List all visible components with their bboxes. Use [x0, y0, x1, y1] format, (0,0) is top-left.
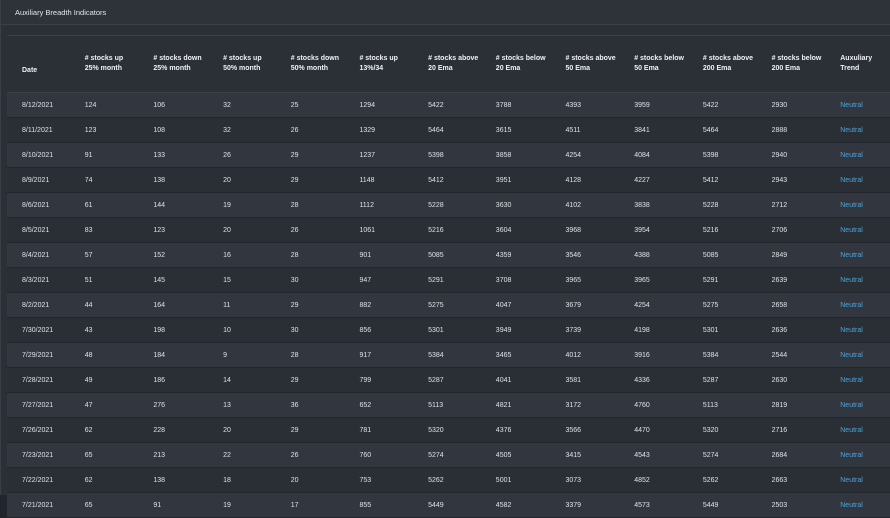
- value-cell: 2712: [763, 193, 832, 218]
- value-cell: 5287: [419, 368, 487, 393]
- value-cell: 32: [214, 118, 282, 143]
- table-row[interactable]: [7, 443, 890, 468]
- table-row[interactable]: [7, 143, 890, 168]
- value-cell: 2716: [763, 418, 832, 443]
- value-cell: 138: [144, 168, 214, 193]
- column-header[interactable]: [144, 36, 214, 93]
- date-cell: 7/27/2021: [7, 393, 76, 418]
- value-cell: 5384: [694, 343, 763, 368]
- value-cell: 1112: [350, 193, 419, 218]
- value-cell: 5113: [694, 393, 763, 418]
- value-cell: 28: [282, 343, 351, 368]
- value-cell: 5449: [419, 493, 487, 518]
- column-header-label: # stocks above: [428, 55, 479, 62]
- header-row: [7, 36, 890, 93]
- date-cell: 7/23/2021: [7, 443, 76, 468]
- column-header[interactable]: [214, 36, 282, 93]
- value-cell: 57: [76, 243, 145, 268]
- table-row[interactable]: [7, 343, 890, 368]
- value-cell: 3954: [625, 218, 694, 243]
- trend-cell: Neutral: [831, 218, 890, 243]
- trend-cell: Neutral: [831, 268, 890, 293]
- column-header[interactable]: [831, 36, 890, 93]
- value-cell: 144: [144, 193, 214, 218]
- value-cell: 152: [144, 243, 214, 268]
- value-cell: 20: [214, 168, 282, 193]
- value-cell: 65: [76, 443, 145, 468]
- value-cell: 856: [350, 318, 419, 343]
- value-cell: 62: [76, 468, 145, 493]
- value-cell: 4336: [625, 368, 694, 393]
- value-cell: 30: [282, 268, 351, 293]
- value-cell: 3968: [557, 218, 626, 243]
- value-cell: 133: [144, 143, 214, 168]
- value-cell: 3546: [557, 243, 626, 268]
- value-cell: 4128: [557, 168, 626, 193]
- panel-header: [1, 0, 890, 25]
- date-cell: 8/6/2021: [7, 193, 76, 218]
- value-cell: 5384: [419, 343, 487, 368]
- value-cell: 3739: [557, 318, 626, 343]
- value-cell: 108: [144, 118, 214, 143]
- date-cell: 8/2/2021: [7, 293, 76, 318]
- value-cell: 3841: [625, 118, 694, 143]
- value-cell: 145: [144, 268, 214, 293]
- table-row[interactable]: [7, 168, 890, 193]
- value-cell: 30: [282, 318, 351, 343]
- value-cell: 2663: [763, 468, 832, 493]
- date-cell: 8/10/2021: [7, 143, 76, 168]
- trend-cell: Neutral: [831, 393, 890, 418]
- value-cell: 2658: [763, 293, 832, 318]
- value-cell: 4359: [487, 243, 557, 268]
- value-cell: 123: [76, 118, 145, 143]
- column-header-label: # stocks down: [290, 55, 339, 62]
- value-cell: 3604: [487, 218, 557, 243]
- date-cell: 8/3/2021: [7, 268, 76, 293]
- value-cell: 3951: [487, 168, 557, 193]
- value-cell: 2940: [763, 143, 832, 168]
- column-header[interactable]: [694, 36, 763, 93]
- value-cell: 855: [350, 493, 419, 518]
- value-cell: 5228: [694, 193, 763, 218]
- value-cell: 44: [76, 293, 145, 318]
- column-header[interactable]: [282, 36, 351, 93]
- value-cell: 36: [282, 393, 351, 418]
- column-header-label: # stocks up: [223, 55, 262, 62]
- column-header-label: # stocks up: [359, 55, 398, 62]
- value-cell: 753: [350, 468, 419, 493]
- value-cell: 26: [282, 218, 351, 243]
- value-cell: 5449: [694, 493, 763, 518]
- value-cell: 3073: [557, 468, 626, 493]
- table-row[interactable]: [7, 268, 890, 293]
- table-row[interactable]: [7, 418, 890, 443]
- table-row[interactable]: [7, 493, 890, 518]
- column-header-label: 25% month: [153, 65, 191, 72]
- value-cell: 3708: [487, 268, 557, 293]
- value-cell: 186: [144, 368, 214, 393]
- date-cell: 8/5/2021: [7, 218, 76, 243]
- trend-cell: Neutral: [831, 493, 890, 518]
- date-cell: 8/11/2021: [7, 118, 76, 143]
- value-cell: 4102: [557, 193, 626, 218]
- value-cell: 3788: [487, 93, 557, 118]
- value-cell: 4084: [625, 143, 694, 168]
- value-cell: 2943: [763, 168, 832, 193]
- date-cell: 7/22/2021: [7, 468, 76, 493]
- value-cell: 5287: [694, 368, 763, 393]
- date-cell: 8/9/2021: [7, 168, 76, 193]
- date-cell: 7/28/2021: [7, 368, 76, 393]
- value-cell: 5320: [694, 418, 763, 443]
- value-cell: 4470: [625, 418, 694, 443]
- value-cell: 18: [214, 468, 282, 493]
- column-header[interactable]: [625, 36, 694, 93]
- column-header[interactable]: [557, 36, 626, 93]
- value-cell: 4198: [625, 318, 694, 343]
- column-header-label: Auxuliary: [840, 55, 873, 62]
- value-cell: 5398: [419, 143, 487, 168]
- column-header-label: 13%/34: [359, 65, 384, 72]
- trend-cell: Neutral: [831, 318, 890, 343]
- value-cell: 5398: [694, 143, 763, 168]
- value-cell: 198: [144, 318, 214, 343]
- value-cell: 28: [282, 243, 351, 268]
- value-cell: 4852: [625, 468, 694, 493]
- value-cell: 5422: [694, 93, 763, 118]
- value-cell: 5001: [487, 468, 557, 493]
- value-cell: 5301: [419, 318, 487, 343]
- value-cell: 3379: [557, 493, 626, 518]
- value-cell: 65: [76, 493, 145, 518]
- value-cell: 4227: [625, 168, 694, 193]
- value-cell: 74: [76, 168, 145, 193]
- value-cell: 11: [214, 293, 282, 318]
- date-cell: 8/12/2021: [7, 93, 76, 118]
- column-header[interactable]: [76, 36, 145, 93]
- value-cell: 5291: [419, 268, 487, 293]
- value-cell: 4573: [625, 493, 694, 518]
- value-cell: 3965: [625, 268, 694, 293]
- value-cell: 5216: [694, 218, 763, 243]
- value-cell: 16: [214, 243, 282, 268]
- table-body: [7, 93, 890, 518]
- value-cell: 3916: [625, 343, 694, 368]
- value-cell: 5262: [694, 468, 763, 493]
- value-cell: 4393: [557, 93, 626, 118]
- value-cell: 32: [214, 93, 282, 118]
- value-cell: 2930: [763, 93, 832, 118]
- value-cell: 3172: [557, 393, 626, 418]
- value-cell: 28: [282, 193, 351, 218]
- value-cell: 43: [76, 318, 145, 343]
- value-cell: 652: [350, 393, 419, 418]
- breadth-table: [7, 35, 890, 518]
- column-header-label: Date: [22, 67, 38, 74]
- value-cell: 3566: [557, 418, 626, 443]
- trend-cell: Neutral: [831, 343, 890, 368]
- value-cell: 22: [214, 443, 282, 468]
- column-header-label: 25% month: [84, 65, 123, 72]
- value-cell: 1237: [350, 143, 419, 168]
- value-cell: 124: [76, 93, 145, 118]
- value-cell: 3581: [557, 368, 626, 393]
- value-cell: 5464: [694, 118, 763, 143]
- value-cell: 882: [350, 293, 419, 318]
- trend-cell: Neutral: [831, 143, 890, 168]
- table-row[interactable]: [7, 468, 890, 493]
- column-header-label: # stocks down: [153, 55, 202, 62]
- value-cell: 2544: [763, 343, 832, 368]
- value-cell: 5274: [419, 443, 487, 468]
- trend-cell: Neutral: [831, 418, 890, 443]
- value-cell: 1294: [350, 93, 419, 118]
- value-cell: 2639: [763, 268, 832, 293]
- value-cell: 4388: [625, 243, 694, 268]
- value-cell: 5085: [694, 243, 763, 268]
- value-cell: 5274: [694, 443, 763, 468]
- value-cell: 5262: [419, 468, 487, 493]
- value-cell: 29: [282, 143, 351, 168]
- value-cell: 3838: [625, 193, 694, 218]
- column-header-label: 200 Ema: [702, 65, 732, 72]
- value-cell: 4543: [625, 443, 694, 468]
- table-header: [7, 36, 890, 93]
- value-cell: 5412: [419, 168, 487, 193]
- value-cell: 83: [76, 218, 145, 243]
- value-cell: 4821: [487, 393, 557, 418]
- trend-cell: Neutral: [831, 443, 890, 468]
- value-cell: 799: [350, 368, 419, 393]
- trend-cell: Neutral: [831, 293, 890, 318]
- column-header-label: 200 Ema: [771, 65, 800, 72]
- trend-cell: Neutral: [831, 368, 890, 393]
- value-cell: 3679: [557, 293, 626, 318]
- value-cell: 51: [76, 268, 145, 293]
- value-cell: 4041: [487, 368, 557, 393]
- value-cell: 29: [282, 368, 351, 393]
- value-cell: 5320: [419, 418, 487, 443]
- value-cell: 10: [214, 318, 282, 343]
- value-cell: 106: [144, 93, 214, 118]
- trend-cell: Neutral: [831, 468, 890, 493]
- value-cell: 1061: [350, 218, 419, 243]
- column-header-label: 20 Ema: [428, 65, 453, 72]
- value-cell: 5422: [419, 93, 487, 118]
- value-cell: 2849: [763, 243, 832, 268]
- value-cell: 26: [282, 118, 351, 143]
- date-cell: 7/21/2021: [7, 493, 76, 518]
- value-cell: 781: [350, 418, 419, 443]
- value-cell: 4254: [557, 143, 626, 168]
- value-cell: 13: [214, 393, 282, 418]
- value-cell: 29: [282, 168, 351, 193]
- value-cell: 20: [282, 468, 351, 493]
- column-header-label: 50 Ema: [565, 65, 591, 72]
- value-cell: 5412: [694, 168, 763, 193]
- table-row[interactable]: [7, 243, 890, 268]
- value-cell: 901: [350, 243, 419, 268]
- value-cell: 19: [214, 493, 282, 518]
- column-header[interactable]: [763, 36, 832, 93]
- value-cell: 3959: [625, 93, 694, 118]
- column-header[interactable]: [350, 36, 419, 93]
- table-row[interactable]: [7, 293, 890, 318]
- column-header-label: # stocks below: [495, 55, 546, 62]
- value-cell: 5464: [419, 118, 487, 143]
- value-cell: 5275: [694, 293, 763, 318]
- value-cell: 3415: [557, 443, 626, 468]
- value-cell: 4254: [625, 293, 694, 318]
- column-header[interactable]: [487, 36, 557, 93]
- value-cell: 19: [214, 193, 282, 218]
- value-cell: 61: [76, 193, 145, 218]
- column-header-label: 20 Ema: [495, 65, 521, 72]
- table-row[interactable]: [7, 393, 890, 418]
- trend-cell: Neutral: [831, 243, 890, 268]
- value-cell: 2630: [763, 368, 832, 393]
- column-header[interactable]: [419, 36, 487, 93]
- value-cell: 2684: [763, 443, 832, 468]
- column-header-label: 50 Ema: [634, 65, 659, 72]
- column-header-label: # stocks above: [565, 55, 616, 62]
- value-cell: 3949: [487, 318, 557, 343]
- column-header-label: 50% month: [290, 65, 329, 72]
- value-cell: 3965: [557, 268, 626, 293]
- column-header-label: # stocks below: [634, 55, 684, 62]
- value-cell: 2636: [763, 318, 832, 343]
- value-cell: 4511: [557, 118, 626, 143]
- value-cell: 3615: [487, 118, 557, 143]
- column-header-label: # stocks above: [702, 55, 754, 62]
- panel-title: Auxiliary Breadth Indicators: [15, 7, 107, 17]
- value-cell: 26: [214, 143, 282, 168]
- value-cell: 20: [214, 418, 282, 443]
- table-row[interactable]: [7, 318, 890, 343]
- value-cell: 917: [350, 343, 419, 368]
- trend-cell: Neutral: [831, 93, 890, 118]
- value-cell: 47: [76, 393, 145, 418]
- value-cell: 760: [350, 443, 419, 468]
- value-cell: 138: [144, 468, 214, 493]
- value-cell: 2819: [763, 393, 832, 418]
- date-cell: 8/4/2021: [7, 243, 76, 268]
- value-cell: 228: [144, 418, 214, 443]
- value-cell: 29: [282, 418, 351, 443]
- value-cell: 4760: [625, 393, 694, 418]
- value-cell: 5301: [694, 318, 763, 343]
- column-header-label: Trend: [840, 65, 860, 72]
- table-row[interactable]: [7, 93, 890, 118]
- table-row[interactable]: [7, 118, 890, 143]
- column-header-label: # stocks below: [771, 55, 822, 62]
- value-cell: 20: [214, 218, 282, 243]
- value-cell: 4582: [487, 493, 557, 518]
- value-cell: 49: [76, 368, 145, 393]
- value-cell: 91: [144, 493, 214, 518]
- value-cell: 5275: [419, 293, 487, 318]
- trend-cell: Neutral: [831, 118, 890, 143]
- value-cell: 14: [214, 368, 282, 393]
- value-cell: 5113: [419, 393, 487, 418]
- date-cell: 7/29/2021: [7, 343, 76, 368]
- value-cell: 5228: [419, 193, 487, 218]
- value-cell: 4012: [557, 343, 626, 368]
- value-cell: 4376: [487, 418, 557, 443]
- trend-cell: Neutral: [831, 193, 890, 218]
- table-row[interactable]: [7, 193, 890, 218]
- value-cell: 25: [282, 93, 351, 118]
- value-cell: 1329: [350, 118, 419, 143]
- value-cell: 15: [214, 268, 282, 293]
- date-cell: 7/26/2021: [7, 418, 76, 443]
- value-cell: 123: [144, 218, 214, 243]
- column-header-label: # stocks up: [84, 55, 124, 62]
- trend-cell: Neutral: [831, 168, 890, 193]
- value-cell: 2503: [763, 493, 832, 518]
- value-cell: 17: [282, 493, 351, 518]
- value-cell: 48: [76, 343, 145, 368]
- value-cell: 276: [144, 393, 214, 418]
- date-cell: 7/30/2021: [7, 318, 76, 343]
- table-row[interactable]: [7, 368, 890, 393]
- column-header[interactable]: [7, 36, 76, 93]
- column-header-label: 50% month: [223, 65, 261, 72]
- value-cell: 9: [214, 343, 282, 368]
- value-cell: 3858: [487, 143, 557, 168]
- value-cell: 29: [282, 293, 351, 318]
- value-cell: 3465: [487, 343, 557, 368]
- value-cell: 164: [144, 293, 214, 318]
- value-cell: 3630: [487, 193, 557, 218]
- value-cell: 5216: [419, 218, 487, 243]
- value-cell: 2706: [763, 218, 832, 243]
- value-cell: 91: [76, 143, 145, 168]
- value-cell: 947: [350, 268, 419, 293]
- value-cell: 62: [76, 418, 145, 443]
- value-cell: 4505: [487, 443, 557, 468]
- value-cell: 213: [144, 443, 214, 468]
- value-cell: 184: [144, 343, 214, 368]
- value-cell: 5085: [419, 243, 487, 268]
- table-row[interactable]: [7, 218, 890, 243]
- value-cell: 26: [282, 443, 351, 468]
- value-cell: 1148: [350, 168, 419, 193]
- value-cell: 4047: [487, 293, 557, 318]
- breadth-table-container: [7, 35, 890, 518]
- value-cell: 5291: [694, 268, 763, 293]
- value-cell: 2888: [763, 118, 832, 143]
